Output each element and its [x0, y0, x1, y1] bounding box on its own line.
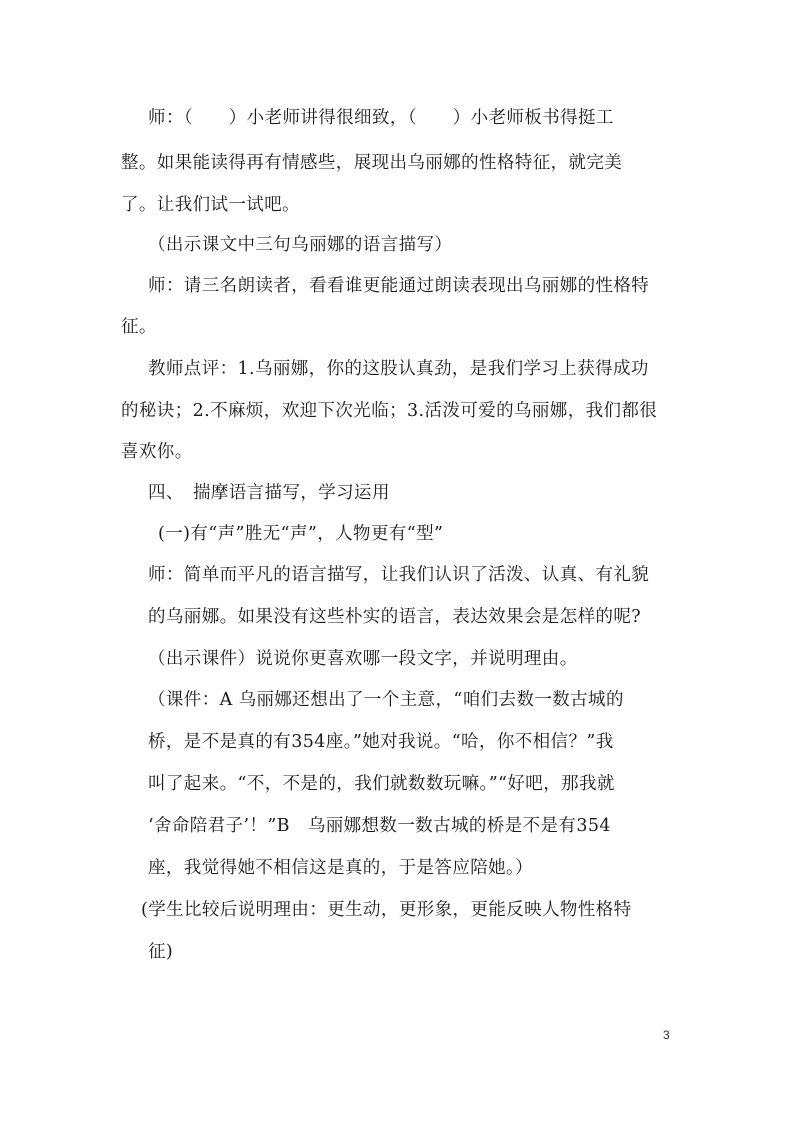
paragraph-line: （课件：A 乌丽娜还想出了一个主意，“咱们去数一数古城的	[148, 690, 624, 710]
paragraph-line: 的秘诀；2.不麻烦，欢迎下次光临；3.活泼可爱的乌丽娜，我们都很	[121, 401, 658, 421]
paragraph-line: 征)	[148, 942, 174, 962]
paragraph-line: 征。	[121, 317, 157, 337]
paragraph-line: (学生比较后说明理由：更生动，更形象，更能反映人物性格特	[141, 900, 632, 920]
paragraph-line: 了。让我们试一试吧。	[121, 195, 300, 215]
paragraph-line: 的乌丽娜。如果没有这些朴实的语言，表达效果会是怎样的呢?	[148, 607, 642, 627]
paragraph-line: 师：请三名朗读者，看看谁更能通过朗读表现出乌丽娜的性格特	[148, 276, 650, 296]
paragraph-line: 座，我觉得她不相信这是真的，于是答应陪她。）	[148, 858, 534, 878]
paragraph-line: 师：简单而平凡的语言描写，让我们认识了活泼、认真、有礼貌	[148, 565, 650, 585]
paragraph-line: ‘舍命陪君子’！”B 乌丽娜想数一数古城的桥是不是有354	[148, 816, 611, 836]
paragraph-line: 喜欢你。	[121, 442, 193, 462]
subsection-heading: (一)有“声”胜无“声”，人物更有“型”	[158, 524, 444, 544]
paragraph-line: 教师点评：1.乌丽娜，你的这股认真劲，是我们学习上获得成功	[148, 359, 649, 379]
paragraph-line: 桥，是不是真的有354座。”她对我说。“哈，你不相信？”我	[148, 732, 614, 752]
page-number: 3	[663, 1028, 670, 1042]
paragraph-line: （出示课件）说说你更喜欢哪一段文字，并说明理由。	[148, 649, 578, 669]
paragraph-line: （出示课文中三句乌丽娜的语言描写）	[148, 235, 453, 255]
paragraph-line: 整。如果能读得再有情感些，展现出乌丽娜的性格特征，就完美	[121, 153, 623, 173]
section-heading: 四、 揣摩语言描写，学习运用	[148, 483, 390, 503]
paragraph-line: 叫了起来。“不，不是的，我们就数数玩嘛。”“好吧，那我就	[148, 774, 615, 794]
paragraph-line: 师：（ ）小老师讲得很细致，（ ）小老师板书得挺工	[148, 108, 614, 128]
